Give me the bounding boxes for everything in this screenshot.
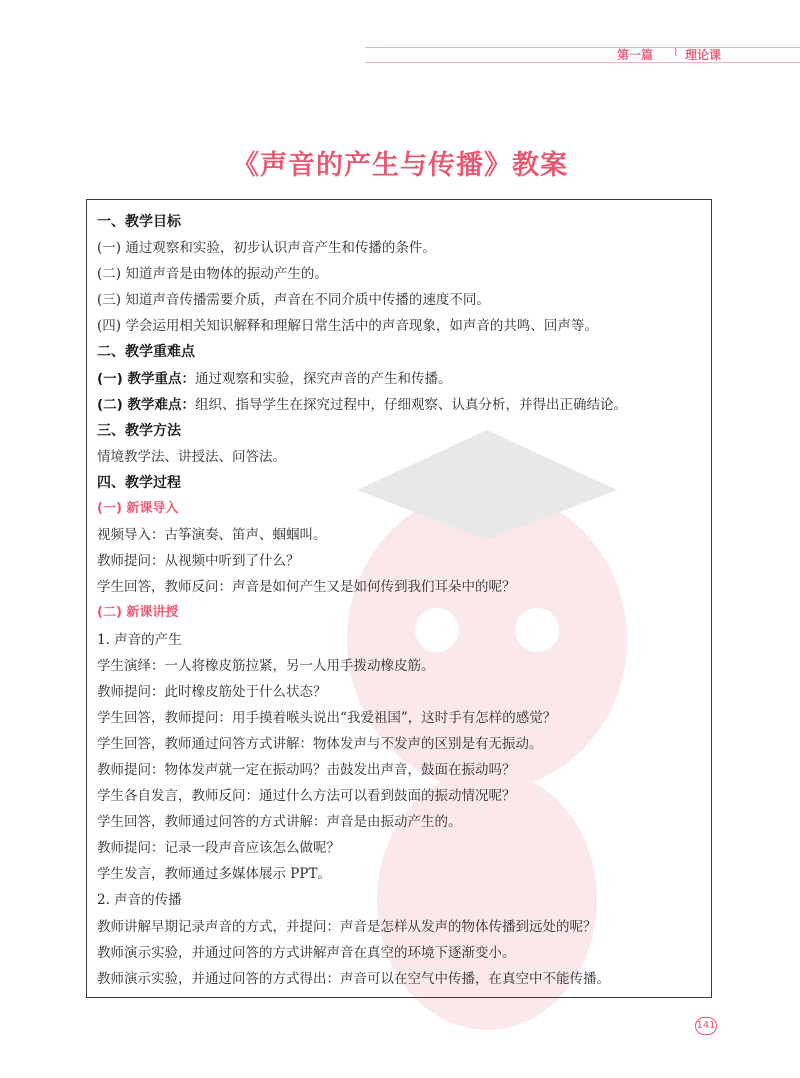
header-part-label: 第一篇 [617,48,654,62]
objective-item: (三) 知道声音传播需要介质，声音在不同介质中传播的速度不同。 [97,292,490,309]
header-divider-icon: ⌇ [673,46,679,59]
section-heading-objectives: 一、教学目标 [97,214,181,230]
lesson-plan-box [86,199,712,998]
difficulty-line [97,392,703,418]
process-line: 教师提问：记录一段声音应该怎么做呢？ [97,840,340,857]
process-line: 教师演示实验，并通过问答的方式讲解声音在真空的环境下逐渐变小。 [97,944,516,961]
header-section-label: 理论课 [685,48,722,62]
header-rule-top [365,47,800,48]
key-point-text: 通过观察和实验，探究声音的产生和传播。 [195,370,452,387]
process-line: 教师提问：从视频中听到了什么？ [97,553,300,570]
topic-sound-propagation: 2. 声音的传播 [97,892,182,909]
process-line: 教师讲解早期记录声音的方式，并提问：声音是怎样从发声的物体传播到远处的呢？ [97,918,597,935]
topic-sound-production: 1. 声音的产生 [97,631,182,648]
section-heading-key-points: 二、教学重难点 [97,344,195,361]
key-point-line [97,366,703,392]
objective-item: (二) 知道声音是由物体的振动产生的。 [97,266,328,283]
subheading-introduction: (一) 新课导入 [97,501,179,517]
process-line: 教师提问：物体发声就一定在振动吗？击鼓发出声音，鼓面在振动吗？ [97,761,516,778]
objective-item: (四) 学会运用相关知识解释和理解日常生活中的声音现象，如声音的共鸣、回声等。 [97,318,598,335]
process-line: 学生演绎：一人将橡皮筋拉紧，另一人用手拨动橡皮筋。 [97,657,435,674]
difficulty-text: 组织、指导学生在探究过程中，仔细观察、认真分析，并得出正确结论。 [195,396,628,413]
difficulty-label: (二) 教学难点： [97,396,196,413]
section-heading-process: 四、教学过程 [97,474,181,491]
page-number: 141 [695,1017,717,1035]
subheading-new-lesson: (二) 新课讲授 [97,605,179,621]
objective-item: (一) 通过观察和实验，初步认识声音产生和传播的条件。 [97,240,436,257]
key-point-label: (一) 教学重点： [97,370,196,387]
process-line: 教师演示实验，并通过问答的方式得出：声音可以在空气中传播，在真空中不能传播。 [97,970,610,987]
process-line: 学生回答，教师反问：声音是如何产生又是如何传到我们耳朵中的呢？ [97,579,516,596]
process-line: 学生发言，教师通过多媒体展示 PPT。 [97,866,331,883]
process-line: 学生各自发言，教师反问：通过什么方法可以看到鼓面的振动情况呢？ [97,788,516,805]
process-line: 学生回答，教师通过问答方式讲解：物体发声与不发声的区别是有无振动。 [97,735,543,752]
process-line: 学生回答，教师提问：用手摸着喉头说出“我爱祖国”，这时手有怎样的感觉？ [97,709,557,726]
page-title: 《声音的产生与传播》教案 [232,150,568,181]
section-heading-methods: 三、教学方法 [97,422,181,439]
header-rule-bottom [365,62,800,63]
process-line: 教师提问：此时橡皮筋处于什么状态？ [97,683,327,700]
process-line: 视频导入：古筝演奏、笛声、蝈蝈叫。 [97,527,327,544]
process-line: 学生回答，教师通过问答的方式讲解：声音是由振动产生的。 [97,814,462,831]
methods-text: 情境教学法、讲授法、问答法。 [97,448,286,465]
